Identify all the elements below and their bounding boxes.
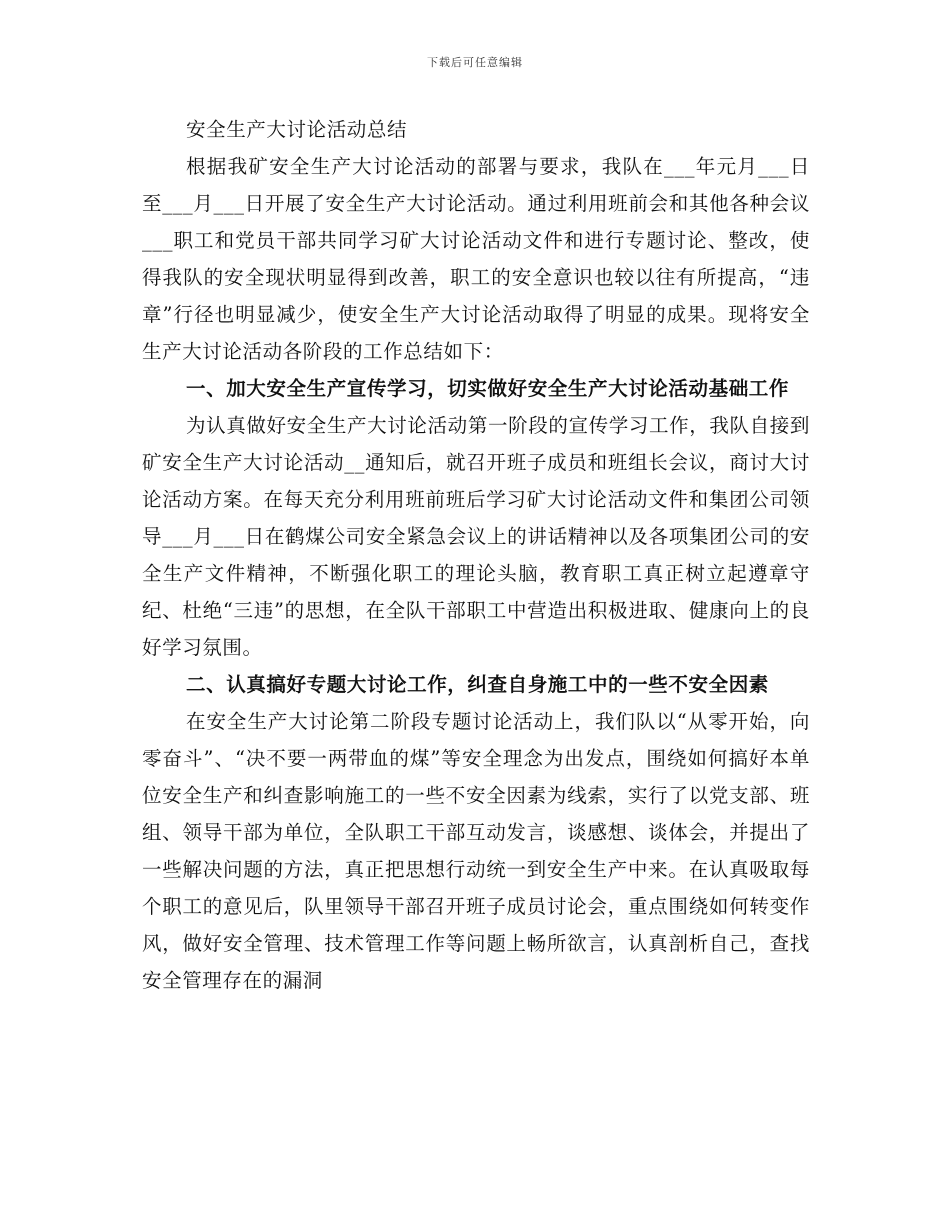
section-heading-2: 二、认真搞好专题大讨论工作，纠查自身施工中的一些不安全因素 [186,673,769,696]
section-paragraph-1: 为认真做好安全生产大讨论活动第一阶段的宣传学习工作，我队自接到矿安全生产大讨论活动__通知后，就召开班子成员和班组长会议，商讨大讨论活动方案。在每天充分利用班前班后学习矿大讨论活动文件和集团公司领导___月___日在鹤煤公司安全紧急会议上的讲话精神以及各项集团公司的安全生产文件精神，不断强化职工的理论头脑，教育职工真正树立起遵章守纪、杜绝“三违”的思想，在全队干部职工中营造出积极进取、健康向上的良好学习氛围。 [142,414,810,659]
intro-paragraph: 根据我矿安全生产大讨论活动的部署与要求，我队在___年元月___日至___月___日开展了安全生产大讨论活动。通过利用班前会和其他各种会议___职工和党员干部共同学习矿大讨论活动文件和进行专题讨论、整改，使得我队的安全现状明显得到改善，职工的安全意识也较以往有所提高，“违章”行径也明显减少，使安全生产大讨论活动取得了明显的成果。现将安全生产大讨论活动各阶段的工作总结如下： [142,155,810,363]
section-paragraph-2: 在安全生产大讨论第二阶段专题讨论活动上，我们队以“从零开始，向零奋斗”、“决不要一两带血的煤”等安全理念为出发点，围绕如何搞好本单位安全生产和纠查影响施工的一些不安全因素为线索，实行了以党支部、班组、领导干部为单位，全队职工干部互动发言，谈感想、谈体会，并提出了一些解决问题的方法，真正把思想行动统一到安全生产中来。在认真吸取每个职工的意见后，队里领导干部召开班子成员讨论会，重点围绕如何转变作风，做好安全管理、技术管理工作等问题上畅所欲言，认真剖析自己，查找安全管理存在的漏洞 [142,710,810,992]
section-heading-1: 一、加大安全生产宣传学习，切实做好安全生产大讨论活动基础工作 [186,377,790,400]
document-title: 安全生产大讨论活动总结 [186,118,408,141]
page-header: 下载后可任意编辑 [427,56,523,69]
document-body [142,111,810,999]
